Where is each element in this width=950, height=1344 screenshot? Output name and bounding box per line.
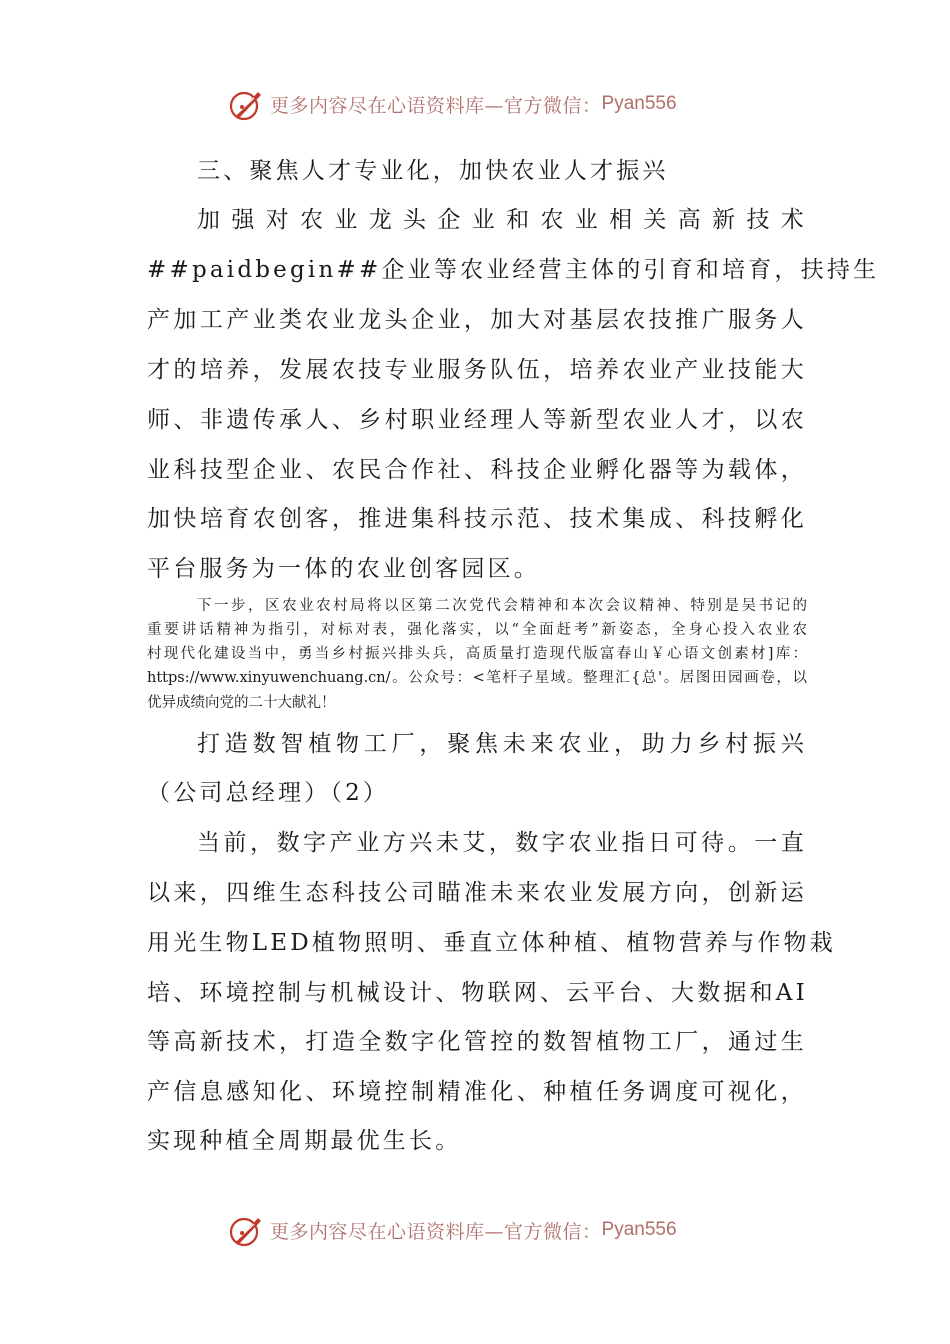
section-three-line: 平台服务为一体的农业创客园区。 [147, 556, 540, 582]
quill-logo-icon [228, 86, 264, 122]
section-three-line: 业科技型企业、农民合作社、科技企业孵化器等为载体， [147, 457, 807, 483]
closing-note-line: 村现代化建设当中，勇当乡村振兴排头兵，高质量打造现代版富春山￥心语文创素材]库： [147, 646, 807, 662]
article-two-line: 以来，四维生态科技公司瞄准未来农业发展方向，创新运 [147, 880, 807, 906]
article-two-line: 用光生物LED植物照明、垂直立体种植、植物营养与作物栽 [147, 930, 836, 956]
closing-note-line: 下一步，区农业农村局将以区第二次党代会精神和本次会议精神、特别是吴书记的 [197, 598, 807, 614]
quill-logo-icon [228, 1212, 264, 1248]
article-two-line: 实现种植全周期最优生长。 [147, 1128, 462, 1154]
section-three-line: 师、非遗传承人、乡村职业经理人等新型农业人才，以农 [147, 407, 807, 433]
article-two-line: 等高新技术，打造全数字化管控的数智植物工厂，通过生 [147, 1029, 807, 1055]
section-three-line: 才的培养，发展农技专业服务队伍，培养农业产业技能大 [147, 357, 807, 383]
article-two-title: 打造数智植物工厂，聚焦未来农业，助力乡村振兴 [197, 731, 807, 757]
section-three-line: ##paidbegin##企业等农业经营主体的引育和培育，扶持生 [147, 257, 880, 283]
article-two-line: 产信息感知化、环境控制精准化、种植任务调度可视化， [147, 1079, 807, 1105]
footer-banner-text: 更多内容尽在心语资料库—官方微信： [270, 1220, 602, 1243]
closing-note-line: 重要讲话精神为指引，对标对表，强化落实，以“全面赶考”新姿态，全身心投入农业农 [147, 622, 807, 638]
section-three-line: 产加工产业类农业龙头企业，加大对基层农技推广服务人 [147, 307, 807, 333]
section-three-line: 加快培育农创客，推进集科技示范、技术集成、科技孵化 [147, 506, 807, 532]
header-wechat-id: Pyan556 [601, 93, 677, 114]
section-three-line: 加强对农业龙头企业和农业相关高新技术 [197, 207, 807, 233]
article-two-subtitle: （公司总经理）（2） [147, 780, 390, 806]
closing-note-line: 优异成绩向党的二十大献礼！ [147, 695, 336, 711]
header-watermark-banner [228, 84, 748, 124]
article-two-line: 当前，数字产业方兴未艾，数字农业指日可待。一直 [197, 830, 807, 856]
closing-note-line: https://www.xinyuwenchuang.cn/。公众号：<笔杆子星域。整理汇{总'。居图田园画卷，以 [147, 670, 807, 686]
footer-wechat-id: Pyan556 [601, 1219, 677, 1240]
header-banner-text: 更多内容尽在心语资料库—官方微信： [270, 94, 602, 117]
section-three-heading: 三、聚焦人才专业化，加快农业人才振兴 [197, 158, 669, 184]
article-two-line: 培、环境控制与机械设计、物联网、云平台、大数据和AI [147, 980, 808, 1006]
footer-watermark-banner [228, 1210, 748, 1250]
